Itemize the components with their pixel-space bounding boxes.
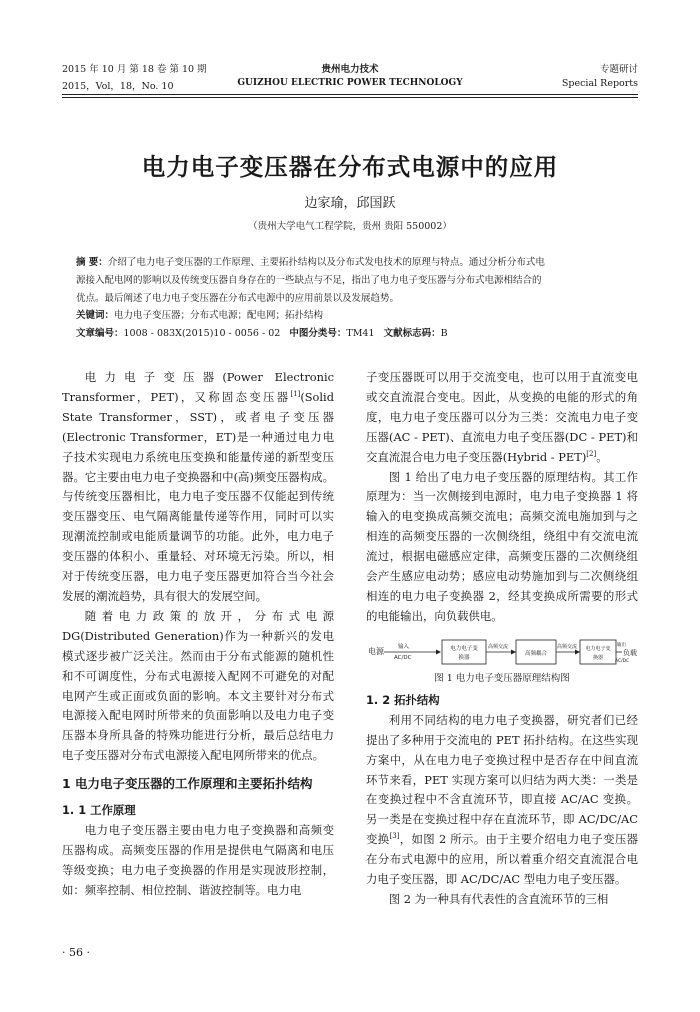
column-name-en: Special Reports	[561, 78, 638, 89]
load-label: 负载	[623, 648, 637, 657]
page-number: · 56 ·	[62, 946, 90, 959]
paragraph: 图 2 为一种具有代表性的含直流环节的三相	[388, 891, 609, 906]
citation-ref: [3]	[389, 832, 400, 841]
abstract-line: 优点。最后阐述了电力电子变压器在分布式电源中的应用前景以及发展趋势。	[76, 292, 400, 304]
block-diagram	[366, 632, 638, 670]
arrow-head	[575, 649, 580, 654]
paragraph: 图 1 给出了电力电子变压器的原理结构。其工作原理为：当一次侧接到电源时，电力电子变换器 1 将输入的电变换成高频交流电；高频交流电施加到与之相连的高频变压器的一次侧绕组，绕组中有交流电流流过，根据电磁感应定律，高频变压器的二次侧绕组会产生感应电动势；感应电动势施加到与二次侧绕组相连的电力电子变换器 2，经其变换成所需要的形式的电能输出，向负载供电。	[366, 469, 638, 623]
authors: 边家瑜，邱国跃	[304, 196, 396, 211]
paragraph: 子变压器既可以用于交流变电，也可以用于直流变电或交直流混合变电。因此，从变换的电能的形式的角度，电力电子变压器可以分为三类：交流电力电子变压器(AC - PET)、直流电力电子变压器(DC - PET)和交直流混合电力电子变压器(Hybrid - PET)[2]。	[366, 370, 638, 464]
document-code: B	[440, 328, 448, 340]
citation-ref: [1]	[290, 390, 301, 399]
left-column	[62, 368, 334, 901]
clc-number: TM41	[346, 328, 375, 340]
issue-info-en: 2015，Vol，18，No. 10	[62, 81, 174, 92]
paragraph: 利用不同结构的电力电子变换器，研究者们已经提出了多种用于交流电的 PET 拓扑结构。在这些实现方案中，从在电力电子变换过程中是否存在中间直流环节来看，PET 实现方案可以归结为两大类：一类是在变换过程中不含直流环节，即直接 AC/AC 变换。另一类是在变换过程中存在直流环节，即 AC/DC/AC 变换[3]，如图 2 所示。由于主要介绍电力电子变压器在分布式电源中的应用，所以着重介绍交直流混合电力电子变压器，即 AC/DC/AC 型电力电子变压器。	[366, 712, 638, 887]
input-type-label: AC/DC	[394, 654, 412, 661]
arrow-head	[436, 649, 441, 654]
paper-title: 电力电子变压器在分布式电源中的应用	[141, 153, 559, 181]
journal-name-en: GUIZHOU ELECTRIC POWER TECHNOLOGY	[237, 78, 463, 88]
figure-1	[366, 632, 638, 670]
section-heading-1-1: 1. 1 工作原理	[62, 803, 136, 818]
abstract-label: 摘 要：	[76, 257, 108, 268]
paragraph: 电力电子变压器主要由电力电子变换器和高频变压器构成。高频变压器的作用是提供电气隔离和电压等级变换；电力电子变换器的作用是实现波形控制，如：频率控制、相位控制、谐波控制等。电力电	[62, 823, 334, 897]
source-label: 电源	[368, 646, 384, 656]
converter-1-label: 电力电子变	[450, 645, 478, 652]
affiliation: （贵州大学电气工程学院，贵州 贵阳 550002）	[248, 221, 452, 232]
header-rule	[62, 94, 638, 95]
section-heading-1-2: 1. 2 拓扑结构	[366, 692, 440, 707]
abstract	[76, 254, 636, 343]
abstract-line: 摘 要：介绍了电力电子变压器的工作原理、主要拓扑结构以及分布式发电技术的原理与特点。通过分析分布式电	[76, 257, 545, 268]
arrow-head	[511, 649, 516, 654]
keywords: 关键词：电力电子变压器；分布式电源；配电网；拓扑结构	[76, 310, 324, 322]
converter-1-label: 换器	[458, 654, 470, 661]
article-metadata: 文章编号：1008 - 083X(2015)10 - 0056 - 02 中图分类号：TM41 文献标志码：B	[76, 328, 448, 340]
converter-2-label: 换器	[592, 654, 604, 661]
figure-caption: 图 1 电力电子变压器原理结构图	[434, 672, 570, 684]
header-rule-thin	[62, 97, 638, 98]
column-name-cn: 专题研讨	[599, 64, 638, 75]
coupling-label: 高频耦合	[524, 650, 548, 657]
input-label: 输入	[398, 643, 410, 650]
paragraph: 电力电子变压器(Power Electronic Transformer，PET)，又称固态变压器[1](Solid State Transformer，SST)，或者电子变压器(Electronic Transformer，ET)是一种通过电力电子技术实现电力系统电压变换和能量传递的新型变压器。它主要由电力电子变换器和中(高)频变压器构成。与传统变压器相比，电力电子变压器不仅能起到传统变压器变压、电气隔离能量传递等作用，同时可以实现潮流控制或电能质量调节的功能。此外，电力电子变压器的体积小、重量轻、对环境无污染。所以，相对于传统变压器，电力电子变压器更加符合当今社会发展的潮流趋势，具有很大的发展空间。	[62, 370, 334, 603]
abstract-line: 源接入配电网的影响以及传统变压器自身存在的一些缺点与不足，指出了电力电子变压器与分布式电源相结合的	[76, 274, 542, 286]
output-label: 输出	[617, 642, 626, 648]
section-heading-1: 1 电力电子变压器的工作原理和主要拓扑结构	[62, 776, 313, 792]
issue-info-cn: 2015 年 10 月 第 18 卷 第 10 期	[62, 64, 207, 75]
document-id: 1008 - 083X(2015)10 - 0056 - 02	[123, 328, 281, 340]
converter-2-label: 电力电子变	[585, 645, 611, 652]
hf-ac-label-2: 高频交流	[557, 643, 578, 650]
paragraph: 随着电力政策的放开，分布式电源 DG(Distributed Generation)作为一种新兴的发电模式逐步被广泛关注。然而由于分布式能源的随机性和不可调度性，分布式电源接入配网不可避免的对配电网产生或正面或负面的影响。本文主要针对分布式电源接入配电网时所带来的负面影响以及电力电子变压器本身所具备的特殊功能进行分析，最后总结电力电子变压器对分布式电源接入配电网所带来的优点。	[62, 608, 334, 763]
hf-ac-label-1: 高频交流	[488, 643, 509, 650]
right-column	[366, 368, 638, 910]
output-type-label: AC/DC	[615, 658, 630, 664]
journal-name-cn: 贵州电力技术	[321, 64, 379, 75]
citation-ref: [2]	[586, 449, 597, 458]
